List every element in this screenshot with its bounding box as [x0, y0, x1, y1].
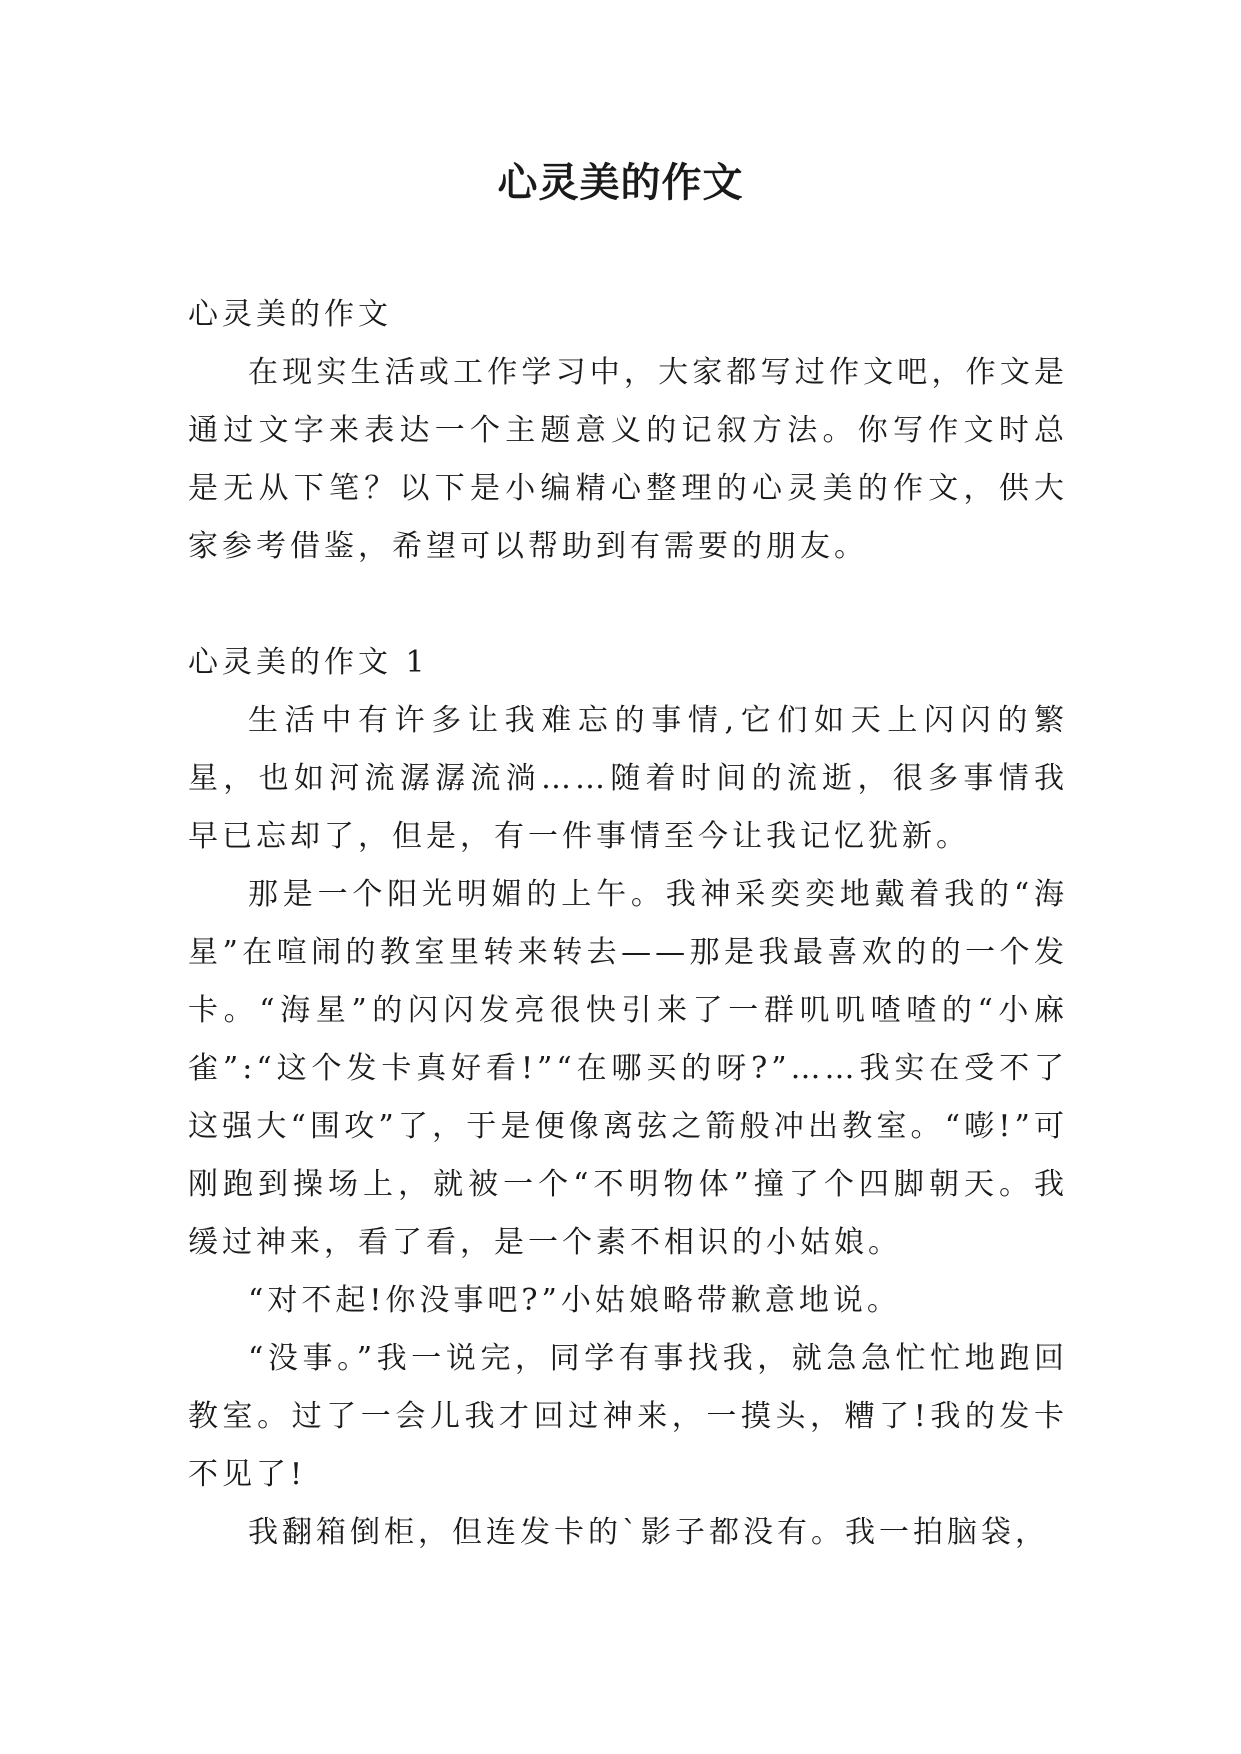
- body-paragraph: “没事。”我一说完，同学有事找我，就急急忙忙地跑回教室。过了一会儿我才回过神来，一摸头，糟了!我的发卡不见了!: [188, 1341, 1068, 1492]
- section-spacer: [188, 576, 1068, 634]
- intro-paragraph: 在现实生活或工作学习中，大家都写过作文吧，作文是通过文字来表达一个主题意义的记叙方法。你写作文时总是无从下笔？以下是小编精心整理的心灵美的作文，供大家参考借鉴，希望可以帮助到有需要的朋友。: [188, 355, 1068, 564]
- document-body: [188, 286, 1068, 1562]
- body-paragraph: 生活中有许多让我难忘的事情,它们如天上闪闪的繁星，也如河流潺潺流淌……随着时间的流逝，很多事情我早已忘却了，但是，有一件事情至今让我记忆犹新。: [188, 703, 1068, 854]
- body-paragraph: 那是一个阳光明媚的上午。我神采奕奕地戴着我的“海星”在喧闹的教室里转来转去——那是我最喜欢的的一个发卡。“海星”的闪闪发亮很快引来了一群叽叽喳喳的“小麻雀”:“这个发卡真好看!”“在哪买的呀?”……我实在受不了这强大“围攻”了，于是便像离弦之箭般冲出教室。“嘭!”可刚跑到操场上，就被一个“不明物体”撞了个四脚朝天。我缓过神来，看了看，是一个素不相识的小姑娘。: [188, 877, 1068, 1260]
- body-paragraph: 我翻箱倒柜，但连发卡的`影子都没有。我一拍脑袋，: [248, 1515, 1049, 1550]
- article-subtitle: 心灵美的作文: [188, 297, 392, 332]
- section-heading: 心灵美的作文 1: [188, 645, 429, 680]
- body-paragraph: “对不起!你没事吧?”小姑娘略带歉意地说。: [248, 1283, 901, 1318]
- document-title: 心灵美的作文: [497, 159, 744, 206]
